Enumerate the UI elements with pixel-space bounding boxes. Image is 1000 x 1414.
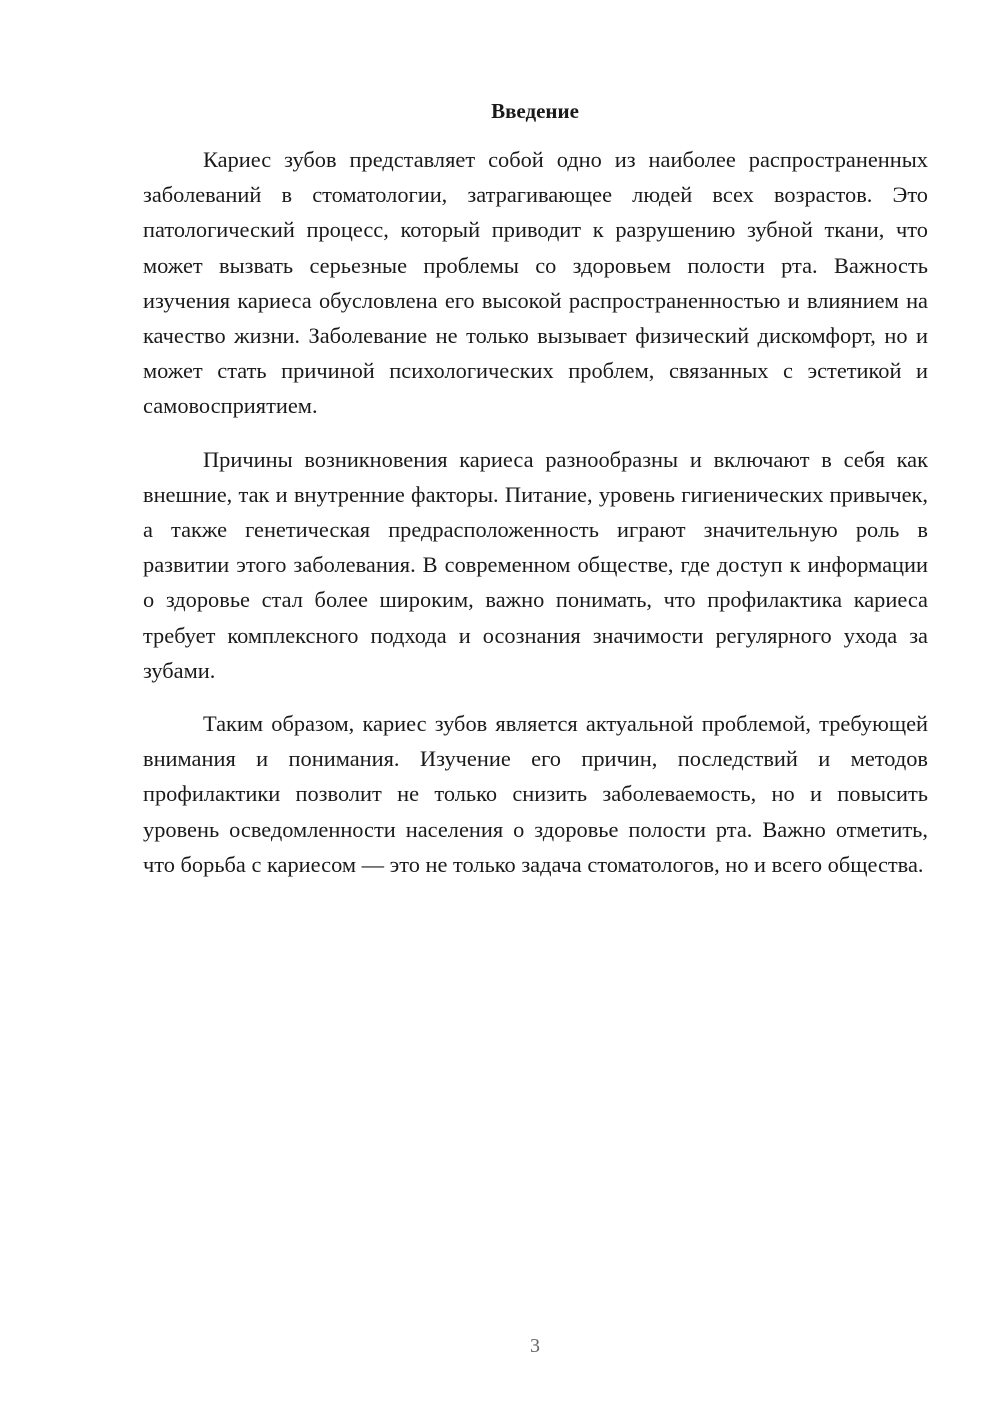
paragraph-2: Причины возникновения кариеса разнообразны и включают в себя как внешние, так и внутренние факторы. Питание, уровень гигиенических привычек, а также генетическая предрасположенность играют значительную роль в развитии этого заболевания. В современном обществе, где доступ к информации о здоровье стал более широким, важно понимать, что профилактика кариеса требует комплексного подхода и осознания значимости регулярного ухода за зубами.	[143, 446, 928, 683]
paragraph-3: Таким образом, кариес зубов является актуальной проблемой, требующей внимания и понимания. Изучение его причин, последствий и методов профилактики позволит не только снизить заболеваемость, но и повысить уровень осведомленности населения о здоровье полости рта. Важно отметить, что борьба с кариесом — это не только задача стоматологов, но и всего общества.	[143, 711, 928, 877]
paragraph-1: Кариес зубов представляет собой одно из наиболее распространенных заболеваний в стоматологии, затрагивающее людей всех возрастов. Это патологический процесс, который приводит к разрушению зубной ткани, что может вызвать серьезные проблемы со здоровьем полости рта. Важность изучения кариеса обусловлена его высокой распространенностью и влиянием на качество жизни. Заболевание не только вызывает физический дискомфорт, но и может стать причиной психологических проблем, связанных с эстетикой и самовосприятием.	[143, 147, 928, 419]
body-text	[143, 142, 928, 882]
page-number: 3	[530, 1335, 540, 1357]
section-title: Введение	[491, 99, 579, 123]
